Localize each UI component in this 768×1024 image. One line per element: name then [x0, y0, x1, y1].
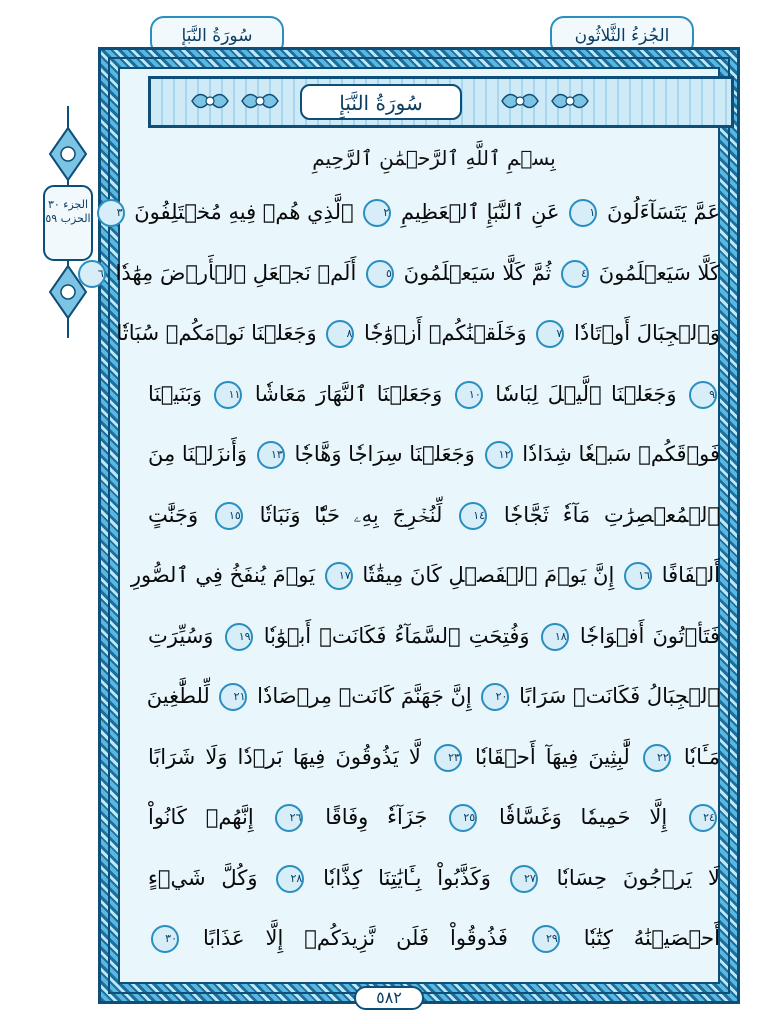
ayah-number-marker: ١٩: [225, 623, 253, 651]
verse-text: ٱلَّذِي هُمۡ فِيهِ مُخۡتَلِفُونَ: [134, 200, 354, 224]
arabesque-ornament-icon: [550, 86, 590, 116]
verse-line: [148, 614, 720, 658]
juz-label: الجُزءُ الثَّلاثُون: [550, 16, 694, 56]
verse-text: لَّا يَذُوقُونَ فِيهَا بَرۡدٗا وَلَا شَرَابًا: [148, 744, 421, 769]
ayah-number-marker: ١٠: [455, 381, 483, 409]
verse-line: [148, 856, 720, 900]
surah-title: سُورَةُ النَّبَإِ: [300, 84, 462, 120]
verse-text: إِنَّ جَهَنَّمَ كَانَتۡ مِرۡصَادٗا: [257, 684, 472, 708]
ayah-number-marker: ١٢: [485, 441, 513, 469]
verse-line: [148, 916, 720, 960]
ayah-number-marker: ٨: [326, 320, 354, 348]
ayah-number-marker: ٧: [536, 320, 564, 348]
ayah-number-marker: ٢٢: [643, 744, 671, 772]
verse-line: [116, 190, 720, 234]
ayah-number-marker: ٦: [78, 260, 106, 288]
ayah-number-marker: ٣: [97, 199, 125, 227]
arabesque-ornament-icon: [190, 86, 230, 116]
verse-text: أَلۡفَافًا: [661, 563, 720, 587]
verse-text: عَنِ ٱلنَّبَإِ ٱلۡعَظِيمِ: [400, 200, 560, 224]
verse-text: فَتَأۡتُونَ أَفۡوَاجٗا: [579, 623, 720, 648]
ayah-number-marker: ١٨: [541, 623, 569, 651]
verse-text: مَـَٔابٗا: [683, 744, 720, 769]
ayah-number-marker: ٩: [689, 381, 717, 409]
ayah-number-marker: ٢٤: [689, 804, 717, 832]
verse-text: جَزَآءٗ وِفَاقًا: [325, 805, 428, 829]
ayah-number-marker: ٢١: [219, 683, 247, 711]
verse-line: [97, 251, 720, 295]
verse-text: وَكُلَّ شَيۡءٍ: [148, 865, 258, 890]
juz-number: الجزء ٣٠: [47, 198, 89, 211]
verse-line: [130, 553, 720, 597]
verse-text: أَحۡصَيۡنَٰهُ كِتَٰبٗا: [583, 926, 720, 950]
verse-text: لَّٰبِثِينَ فِيهَآ أَحۡقَابٗا: [475, 744, 630, 769]
verse-text: وَجَعَلۡنَا ٱلَّيۡلَ لِبَاسٗا: [495, 381, 677, 406]
ayah-number-marker: ٢٥: [449, 804, 477, 832]
verse-text: إِنَّ يَوۡمَ ٱلۡفَصۡلِ كَانَ مِيقَٰتٗا: [362, 563, 615, 587]
verse-line: [148, 674, 720, 718]
verse-text: وَٱلۡجِبَالَ أَوۡتَادٗا: [574, 321, 720, 345]
verse-text: لِّلطَّٰغِينَ: [146, 684, 210, 708]
arabesque-ornament-icon: [500, 86, 540, 116]
verse-line: [148, 735, 720, 779]
verse-text: وَفُتِحَتِ ٱلسَّمَآءُ فَكَانَتۡ أَبۡوَٰبٗا: [263, 623, 530, 648]
verse-line: [148, 493, 720, 537]
verse-text: أَلَمۡ نَجۡعَلِ ٱلۡأَرۡضَ مِهَٰدٗا: [115, 260, 357, 285]
ayah-number-marker: ٤: [561, 260, 589, 288]
ayah-number-marker: ١٤: [459, 502, 487, 530]
verse-text: إِنَّهُمۡ كَانُواْ: [148, 805, 254, 829]
hizb-number: الحزب ٥٩: [45, 212, 91, 225]
ayah-number-marker: ١٥: [215, 502, 243, 530]
verse-line: [148, 432, 720, 476]
ayah-number-marker: ٥: [366, 260, 394, 288]
ayah-number-marker: ١٦: [624, 562, 652, 590]
verse-text: وَجَعَلۡنَا نَوۡمَكُمۡ سُبَاتٗا: [116, 321, 317, 345]
verse-text: يَوۡمَ يُنفَخُ فِي ٱلصُّورِ: [130, 563, 315, 587]
arabesque-ornament-icon: [240, 86, 280, 116]
ayah-number-marker: ٢: [363, 199, 391, 227]
verse-text: فَذُوقُواْ فَلَن نَّزِيدَكُمۡ إِلَّا عَذَابًا: [202, 926, 508, 950]
ayah-number-marker: ١٣: [257, 441, 285, 469]
basmala: بِسۡمِ ٱللَّهِ ٱلرَّحۡمَٰنِ ٱلرَّحِيمِ: [312, 146, 556, 170]
verse-text: وَجَعَلۡنَا سِرَاجٗا وَهَّاجٗا: [294, 442, 475, 466]
verse-text: وَجَنَّٰتٍ: [148, 502, 199, 527]
verse-text: فَوۡقَكُمۡ سَبۡعٗا شِدَادٗا: [522, 442, 720, 466]
verse-text: كَلَّا سَيَعۡلَمُونَ: [598, 260, 720, 285]
verse-line: [116, 311, 720, 355]
verse-text: لَا يَرۡجُونَ حِسَابٗا: [556, 865, 720, 890]
verse-line: [148, 795, 720, 839]
verse-text: لِّنُخۡرِجَ بِهِۦ حَبّٗا وَنَبَاتٗا: [259, 502, 443, 527]
ayah-number-marker: ٢٣: [434, 744, 462, 772]
verse-text: وَجَعَلۡنَا ٱلنَّهَارَ مَعَاشٗا: [254, 381, 443, 406]
verse-text: ٱلۡمُعۡصِرَٰتِ مَآءٗ ثَجَّاجٗا: [503, 502, 720, 527]
verse-text: ثُمَّ كَلَّا سَيَعۡلَمُونَ: [403, 260, 552, 285]
verse-text: عَمَّ يَتَسَآءَلُونَ: [606, 200, 720, 224]
verse-line: [148, 372, 720, 416]
ayah-number-marker: ١١: [214, 381, 242, 409]
verse-text: وَبَنَيۡنَا: [148, 381, 202, 406]
verse-text: وَخَلَقۡنَٰكُمۡ أَزۡوَٰجٗا: [364, 321, 527, 345]
page-number: ٥٨٢: [354, 986, 424, 1010]
ayah-number-marker: ٢٠: [481, 683, 509, 711]
ayah-number-marker: ١: [569, 199, 597, 227]
ayah-number-marker: ٢٧: [510, 865, 538, 893]
ayah-number-marker: ٢٩: [532, 925, 560, 953]
ayah-number-marker: ٢٦: [275, 804, 303, 832]
verse-text: إِلَّا حَمِيمٗا وَغَسَّاقٗا: [499, 805, 668, 829]
verse-text: وَكَذَّبُواْ بِـَٔايَٰتِنَا كِذَّابٗا: [323, 865, 491, 890]
ayah-number-marker: ١٧: [325, 562, 353, 590]
verse-text: وَسُيِّرَتِ: [148, 623, 214, 648]
verse-text: وَأَنزَلۡنَا مِنَ: [148, 442, 248, 466]
juz-hizb-marker: [44, 198, 92, 226]
verse-text: ٱلۡجِبَالُ فَكَانَتۡ سَرَابًا: [519, 684, 720, 708]
ayah-number-marker: ٣٠: [151, 925, 179, 953]
surah-label: سُورَةُ النَّبَإِ: [150, 16, 284, 56]
ayah-number-marker: ٢٨: [276, 865, 304, 893]
